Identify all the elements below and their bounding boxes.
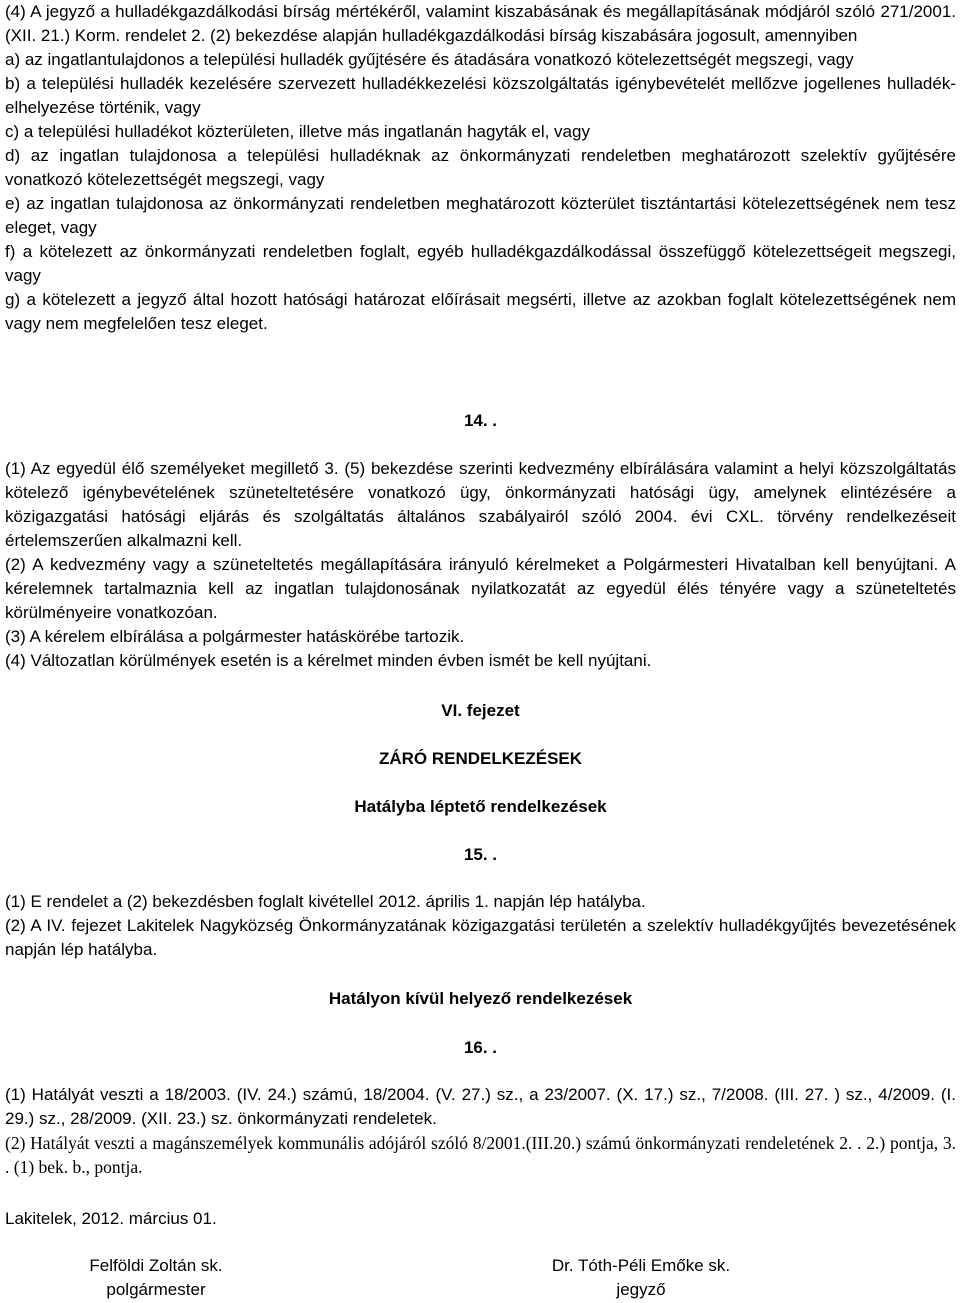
article-15-heading: 15. . bbox=[463, 845, 498, 864]
mayor-title: polgármester bbox=[106, 1280, 206, 1299]
list-item: f) a kötelezett az önkormányzati rendeletben foglalt, egyéb hulladékgazdálkodással összefüggő kötelezettségeit megszegi, vagy bbox=[5, 242, 956, 285]
list-item: e) az ingatlan tulajdonosa az önkormányzati rendeletben meghatározott közterület tisztántartási kötelezettségének nem tesz eleget, vagy bbox=[5, 194, 956, 237]
paragraph-13-4-intro: (4) A jegyző a hulladékgazdálkodási bírság mértékéről, valamint kiszabásának és megállapításának módjáról szóló 271/2001. (XII. 21.) Korm. rendelet 2. (2) bekezdése alapján hulladékgazdálkodási bírság kiszabására jogosult, amennyiben bbox=[5, 2, 956, 45]
list-item: c) a települési hulladékot közterületen, illetve más ingatlanán hagyták el, vagy bbox=[5, 122, 590, 141]
place-date: Lakitelek, 2012. március 01. bbox=[5, 1209, 217, 1228]
paragraph: (2) A kedvezmény vagy a szüneteltetés megállapítására irányuló kérelmeket a Polgármesteri Hivatalban kell benyújtani. A kérelemnek tartalmaznia kell az ingatlan tulajdonosának nyilatkozatát az egyedül élés tényére vagy a szüneteltetés körülményeire vonatkozóan. bbox=[5, 555, 956, 622]
notary-title: jegyző bbox=[616, 1280, 666, 1299]
paragraph: (1) Hatályát veszti a 18/2003. (IV. 24.) számú, 18/2004. (V. 27.) sz., a 23/2007. (X. 17.) sz., 7/2008. (III. 27. ) sz., 4/2009. (I. 29.) sz., 28/2009. (XII. 23.) sz. önkormányzati rendeletek. bbox=[5, 1085, 956, 1128]
chapter-number: VI. fejezet bbox=[441, 701, 520, 720]
paragraph: (3) A kérelem elbírálása a polgármester hatáskörébe tartozik. bbox=[5, 627, 465, 646]
list-item: b) a települési hulladék kezelésére szervezett hulladékkezelési közszolgáltatás igénybevételét mellőzve jogellenes hulladék-elhelyezése történik, vagy bbox=[5, 74, 956, 117]
paragraph: (4) Változatlan körülmények esetén is a kérelmet minden évben ismét be kell nyújtani. bbox=[5, 651, 652, 670]
signature-notary bbox=[471, 1254, 811, 1302]
article-16-body bbox=[5, 1083, 956, 1179]
mayor-name: Felföldi Zoltán sk. bbox=[89, 1256, 223, 1275]
list-item: g) a kötelezett a jegyző által hozott hatósági határozat előírásait megsérti, illetve az azokban foglalt kötelezettségének nem vagy nem megfelelően tesz eleget. bbox=[5, 290, 956, 333]
paragraph: (2) A IV. fejezet Lakitelek Nagyközség Önkormányzatának közigazgatási területén a szelektív hulladékgyűjtés bevezetésének napján lép hatályba. bbox=[5, 916, 956, 959]
article-14-heading: 14. . bbox=[463, 411, 498, 430]
article-14-body bbox=[5, 457, 956, 673]
list-item: a) az ingatlantulajdonos a települési hulladék gyűjtésére és átadására vonatkozó kötelezettségét megszegi, vagy bbox=[5, 50, 854, 69]
list-item: d) az ingatlan tulajdonosa a települési hulladéknak az önkormányzati rendeletben meghatározott szelektív gyűjtésére vonatkozó kötelezettségét megszegi, vagy bbox=[5, 146, 956, 189]
section-subtitle-repeal: Hatályon kívül helyező rendelkezések bbox=[328, 989, 633, 1008]
chapter-title: ZÁRÓ RENDELKEZÉSEK bbox=[378, 749, 583, 768]
paragraph: (1) Az egyedül élő személyeket megillető 3. (5) bekezdése szerinti kedvezmény elbírálására valamint a helyi közszolgáltatás kötelező igénybevételének szüneteltetésére vonatkozó ügy, önkormányzati hatósági ügy, amelynek elintézésére a közigazgatási hatósági eljárás és szolgáltatás általános szabályairól szóló 2004. évi CXL. törvény rendelkezéseit értelemszerűen alkalmazni kell. bbox=[5, 459, 956, 550]
paragraph: (1) E rendelet a (2) bekezdésben foglalt kivétellel 2012. április 1. napján lép hatályba. bbox=[5, 892, 646, 911]
article-16-heading: 16. . bbox=[463, 1038, 498, 1057]
paragraph: (2) Hatályát veszti a magánszemélyek kommunális adójáról szóló 8/2001.(III.20.) számú önkormányzati rendeletének 2. . 2.) pontja, 3. . (1) bek. b., pontja. bbox=[5, 1133, 956, 1177]
section-subtitle: Hatályba léptető rendelkezések bbox=[354, 797, 607, 816]
article-15-body bbox=[5, 890, 956, 962]
notary-name: Dr. Tóth-Péli Emőke sk. bbox=[551, 1256, 731, 1275]
signature-mayor bbox=[0, 1254, 326, 1302]
article-13-tail bbox=[5, 0, 956, 336]
